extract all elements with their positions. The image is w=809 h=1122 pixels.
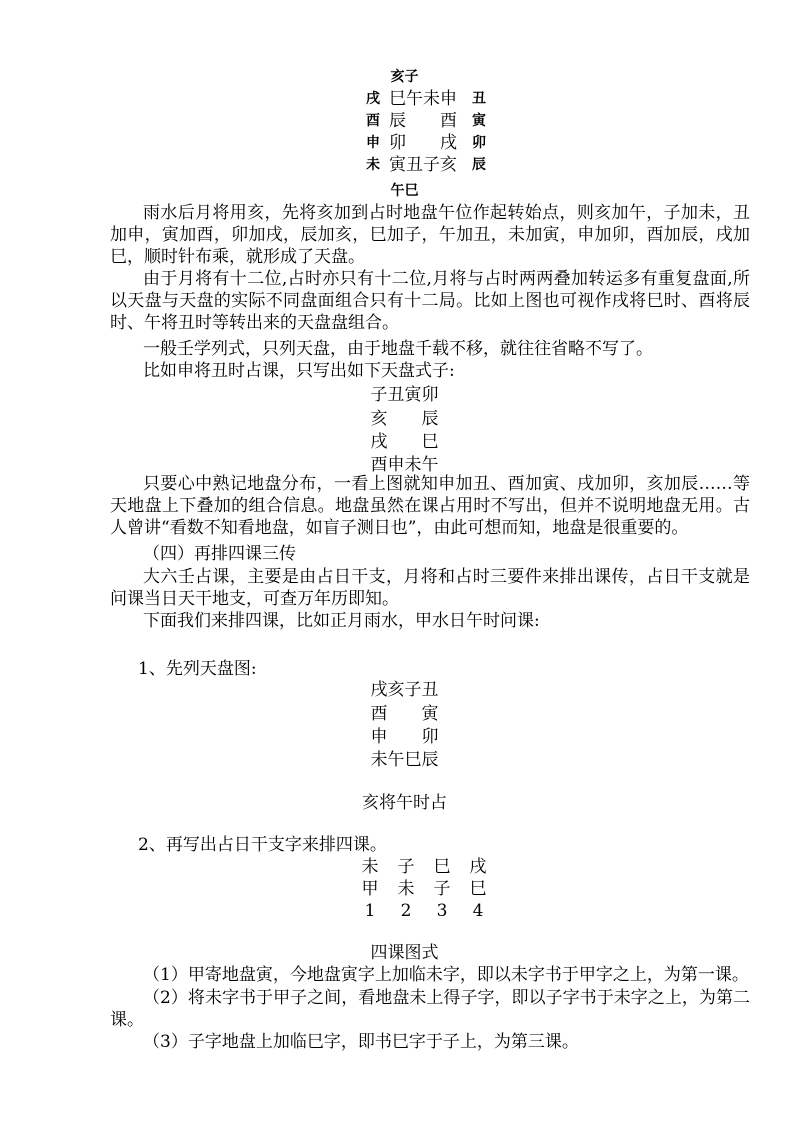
step-2-label: 2、再写出占日干支字来排四课。 (138, 835, 387, 855)
paragraph: 只要心中熟记地盘分布，一看上图就知申加丑、酉加寅、戌加卯，亥加辰……等天地盘上下叠加的组合信息。地盘虽然在课占用时不写出，但并不说明地盘无用。古人曾讲“看数不知看地盘，如盲子测日也”，由此可想而知，地盘是很重要的。 (110, 474, 750, 538)
four-lessons-number-row: 1 2 3 4 (364, 901, 484, 921)
paragraph: 一般壬学列式，只列天盘，由于地盘千载不移，就往往省略不写了。 (143, 339, 653, 359)
section-heading: （四）再排四课三传 (143, 544, 296, 564)
explanation: （3）子字地盘上加临巳字，即书巳字于子上，为第三课。 (143, 1032, 579, 1052)
paragraph: 大六壬占课，主要是由占日干支，月将和占时三要件来排出课传，占日干支就是问课当日天干地支，可查万年历即知。 (110, 567, 750, 609)
paragraph: 下面我们来排四课，比如正月雨水，甲水日午时问课: (143, 611, 540, 631)
explanation: （2）将未字书于甲子之间，看地盘未上得子字，即以子字书于未字之上，为第二课。 (110, 988, 750, 1030)
paragraph: 由于月将有十二位,占时亦只有十二位,月将与占时两两叠加转运多有重复盘面,所以天盘与天盘的实际不同盘面组合只有十二局。比如上图也可视作戌将巳时、酉将辰时、午将丑时等转出来的天盘盘组合。 (110, 269, 750, 333)
paragraph: 比如申将丑时占课，只写出如下天盘式子: (143, 361, 455, 381)
four-lessons-top-row: 未 子 巳 戌 (361, 857, 487, 877)
step-1-label: 1、先列天盘图: (138, 659, 257, 679)
document-page: 亥子 戌 巳午未申 丑 酉 辰 酉 寅 申 卯 戌 卯 未 寅丑子亥 辰 午巳 雨水后月将用亥，先将亥加到占时地盘午位作起转始点，则亥加午，子加未，丑加申，寅加酉，卯加戌，辰加亥，巳加子，午加丑，未加寅，申加卯，酉加辰，戌加巳，顺时针布乘，就形成了天盘。 由于月将有十二位,占时亦只有十二位,月将与占时两两叠加转运多有重复盘面,所以天盘与天盘的实际不同盘面组合只有十二局。比如上图也可视作戌将巳时、酉将辰时、午将丑时等转出来的天盘盘组合。 一般壬学列式，只列天盘，由于地盘千载不移，就往往省略不写了。 比如申将丑时占课，只写出如下天盘式子: 子丑寅卯 亥 辰 戌 巳 酉申未午 只要心中熟记地盘分布，一看上图就知申加丑、酉加寅、戌加卯，亥加辰……等天地盘上下叠加的组合信息。地盘虽然在课占用时不写出，但并不说明地盘无用。古人曾讲“看数不知看地盘，如盲子测日也”，由此可想而知，地盘是很重要的。 （四）再排四课三传 大六壬占课，主要是由占日干支，月将和占时三要件来排出课传，占日干支就是问课当日天干地支，可查万年历即知。 下面我们来排四课，比如正月雨水，甲水日午时问课: 1、先列天盘图: 戌亥子丑 酉 寅 申 卯 未午巳辰 亥将午时占 2、再写出占日干支字来排四课。 未 子 巳 戌 甲 未 子 巳 1 2 3 4 四课图式 （1）甲寄地盘寅，今地盘寅字上加临未字，即以未字书于甲字之上，为第一课。 （2）将未字书于甲子之间，看地盘未上得子字，即以子字书于未字之上，为第二课。 （3）子字地盘上加临巳字，即书巳字于子上，为第三课。 (0, 0, 809, 1122)
step-1-caption: 亥将午时占 (362, 793, 447, 813)
explanation: （1）甲寄地盘寅，今地盘寅字上加临未字，即以未字书于甲字之上，为第一课。 (143, 965, 749, 985)
four-lessons-bottom-row: 甲 未 子 巳 (361, 879, 487, 899)
top-figure-bottom: 午巳 (390, 183, 419, 199)
four-lessons-caption: 四课图式 (370, 943, 439, 963)
top-figure-title: 亥子 (390, 69, 419, 85)
paragraph: 雨水后月将用亥，先将亥加到占时地盘午位作起转始点，则亥加午，子加未，丑加申，寅加酉，卯加戌，辰加亥，巳加子，午加丑，未加寅，申加卯，酉加辰，戌加巳，顺时针布乘，就形成了天盘。 (110, 203, 750, 267)
